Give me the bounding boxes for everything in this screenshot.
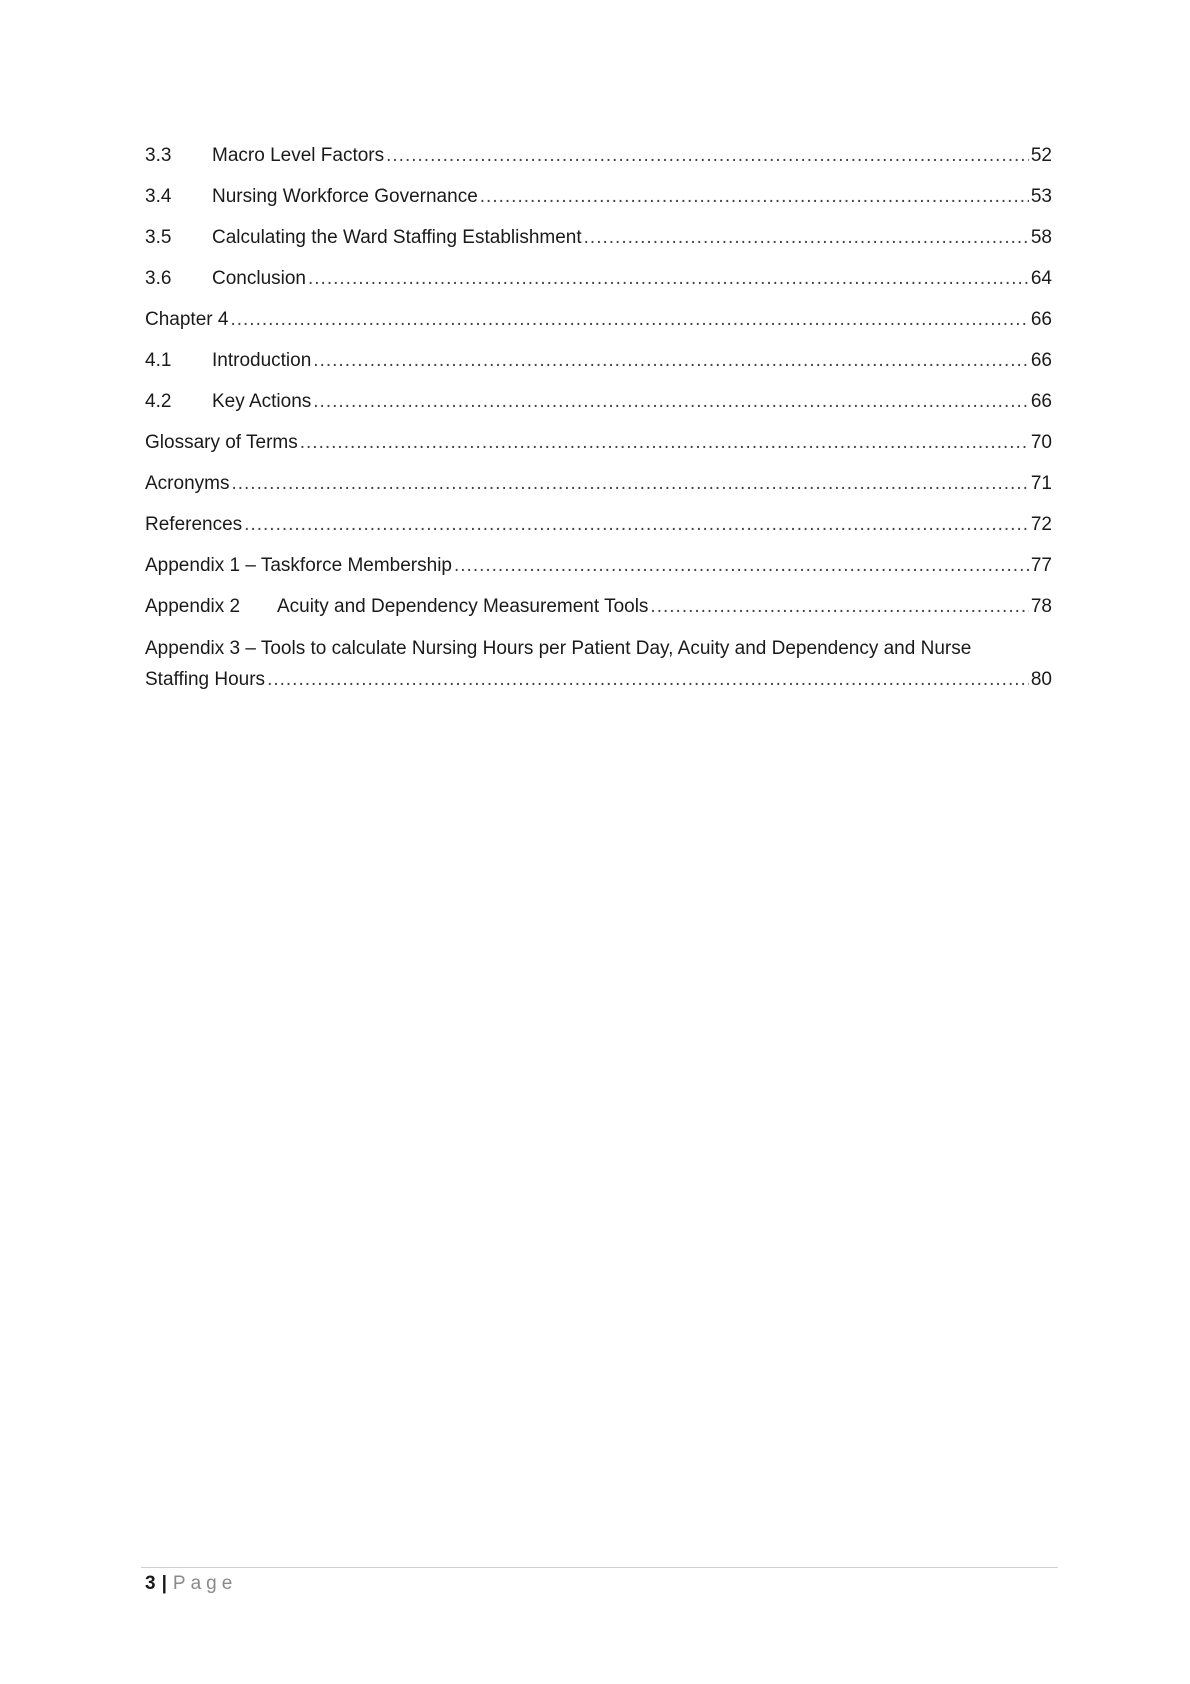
- toc-entry-appendix-3[interactable]: [145, 633, 1052, 695]
- toc-dot-leader: [313, 391, 1029, 413]
- toc-entry-number: 4.1: [145, 350, 172, 371]
- toc-entry-title: Conclusion: [212, 268, 306, 289]
- toc-entry-appendix-2[interactable]: [145, 596, 1052, 637]
- toc-entry-page: 80: [1030, 669, 1052, 690]
- toc-entry-title-line1: Appendix 3 – Tools to calculate Nursing Hours per Patient Day, Acuity and Dependency and Nurse: [145, 638, 972, 659]
- toc-entry-3-3[interactable]: [145, 145, 1052, 186]
- toc-dot-leader: [480, 186, 1029, 208]
- toc-entry-glossary[interactable]: [145, 432, 1052, 473]
- toc-entry-number: 3.4: [145, 186, 172, 207]
- toc-entry-page: 77: [1030, 555, 1052, 576]
- toc-entry-title: Chapter 4: [145, 309, 229, 330]
- toc-entry-page: 58: [1030, 227, 1052, 248]
- toc-dot-leader: [308, 268, 1029, 290]
- toc-entry-number: 3.3: [145, 145, 172, 166]
- toc-entry-number: 3.6: [145, 268, 172, 289]
- toc-entry-title: Glossary of Terms: [145, 432, 298, 453]
- toc-entry-title: Appendix 1 – Taskforce Membership: [145, 555, 452, 576]
- toc-entry-page: 71: [1030, 473, 1052, 494]
- toc-entry-appendix-1[interactable]: [145, 555, 1052, 596]
- toc-entry-page: 52: [1030, 145, 1052, 166]
- toc-dot-leader: [231, 473, 1028, 495]
- page-label: Page: [172, 1573, 238, 1594]
- toc-entry-page: 53: [1030, 186, 1052, 207]
- toc-entry-title-line2: Staffing Hours: [145, 669, 266, 690]
- toc-dot-leader: [230, 309, 1028, 331]
- toc-entry-acronyms[interactable]: [145, 473, 1052, 514]
- footer-separator: |: [161, 1573, 167, 1594]
- toc-entry-page: 66: [1030, 309, 1052, 330]
- toc-dot-leader: [300, 432, 1029, 454]
- toc-entry-title: Nursing Workforce Governance: [212, 186, 478, 207]
- toc-entry-title: References: [145, 514, 243, 535]
- toc-dot-leader: [244, 514, 1029, 536]
- toc-entry-chapter-4[interactable]: [145, 309, 1052, 350]
- footer-divider: [141, 1567, 1058, 1568]
- toc-entry-title: Key Actions: [212, 391, 312, 412]
- toc-dot-leader: [267, 664, 1029, 695]
- toc-entry-4-2[interactable]: [145, 391, 1052, 432]
- toc-dot-leader: [650, 596, 1028, 618]
- toc-entry-references[interactable]: [145, 514, 1052, 555]
- toc-entry-page: 70: [1030, 432, 1052, 453]
- page-number: 3: [145, 1573, 156, 1594]
- toc-entry-3-6[interactable]: [145, 268, 1052, 309]
- toc-entry-title: Introduction: [212, 350, 312, 371]
- toc-entry-page: 66: [1030, 350, 1052, 371]
- toc-dot-leader: [454, 555, 1029, 577]
- toc-entry-3-5[interactable]: [145, 227, 1052, 268]
- toc-entry-3-4[interactable]: [145, 186, 1052, 227]
- page-footer: [145, 1572, 237, 1596]
- toc-dot-leader: [313, 350, 1029, 372]
- toc-entry-title: Acronyms: [145, 473, 230, 494]
- toc-entry-page: 72: [1030, 514, 1052, 535]
- toc-entry-4-1[interactable]: [145, 350, 1052, 391]
- toc-entry-page: 78: [1030, 596, 1052, 617]
- toc-dot-leader: [386, 145, 1029, 167]
- table-of-contents: [145, 145, 1052, 695]
- toc-entry-page: 64: [1030, 268, 1052, 289]
- toc-entry-number: Appendix 2: [145, 596, 241, 617]
- toc-entry-number: 4.2: [145, 391, 172, 412]
- toc-entry-number: 3.5: [145, 227, 172, 248]
- toc-dot-leader: [584, 227, 1029, 249]
- toc-entry-title: Acuity and Dependency Measurement Tools: [277, 596, 649, 617]
- toc-entry-title: Calculating the Ward Staffing Establishment: [212, 227, 582, 248]
- toc-entry-title: Macro Level Factors: [212, 145, 385, 166]
- toc-entry-page: 66: [1030, 391, 1052, 412]
